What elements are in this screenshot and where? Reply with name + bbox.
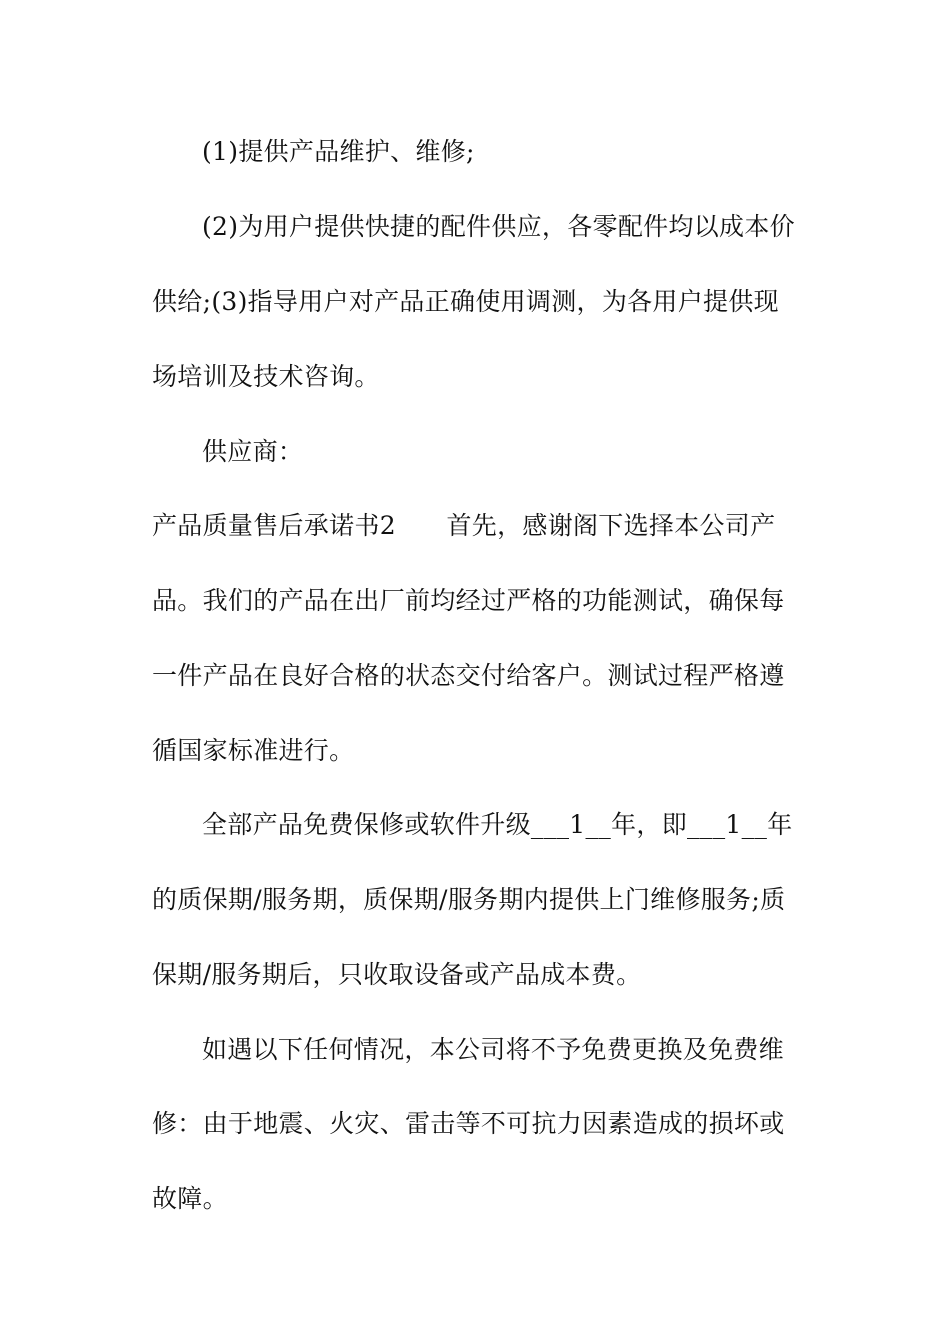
text-line: 保期/服务期后，只收取设备或产品成本费。 bbox=[152, 960, 642, 989]
text-line: 修：由于地震、火灾、雷击等不可抗力因素造成的损坏或 bbox=[152, 1109, 785, 1138]
text-line: 故障。 bbox=[152, 1184, 228, 1213]
text-line: 如遇以下任何情况，本公司将不予免费更换及免费维 bbox=[202, 1035, 784, 1064]
text-line: 全部产品免费保修或软件升级___1__年，即___1__年 bbox=[202, 810, 793, 839]
supplier-label: 供应商： bbox=[202, 437, 304, 466]
section-title-line: 产品质量售后承诺书2 首先，感谢阁下选择本公司产 bbox=[152, 511, 776, 540]
text-line: 品。我们的产品在出厂前均经过严格的功能测试，确保每 bbox=[152, 586, 785, 615]
text-line: (2)为用户提供快捷的配件供应，各零配件均以成本价 bbox=[202, 212, 795, 241]
text-line: 场培训及技术咨询。 bbox=[152, 362, 380, 391]
text-line: 供给;(3)指导用户对产品正确使用调测，为各用户提供现 bbox=[152, 287, 779, 316]
text-line: 循国家标准进行。 bbox=[152, 736, 355, 765]
text-line: 一件产品在良好合格的状态交付给客户。测试过程严格遵 bbox=[152, 661, 785, 690]
text-line: 的质保期/服务期，质保期/服务期内提供上门维修服务;质 bbox=[152, 885, 786, 914]
text-line: (1)提供产品维护、维修; bbox=[202, 137, 475, 166]
